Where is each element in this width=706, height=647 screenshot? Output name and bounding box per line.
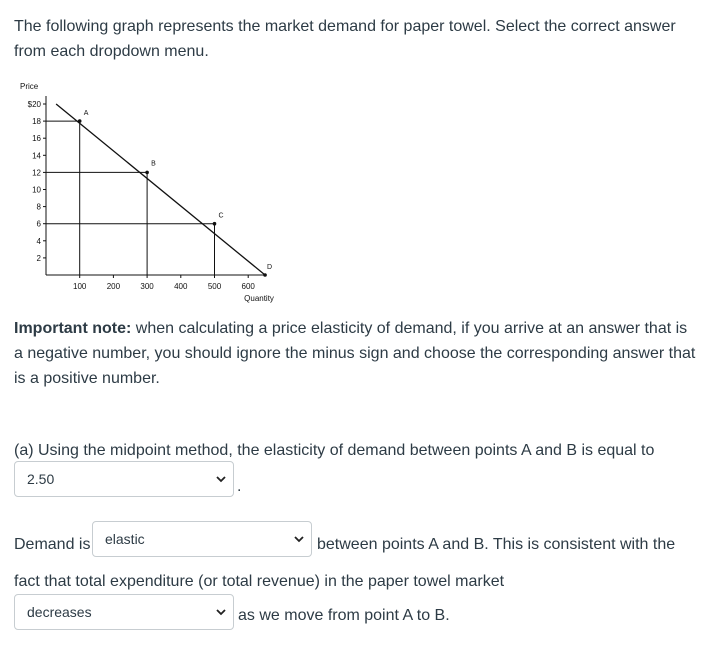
demand-type-dropdown[interactable]	[92, 521, 312, 557]
note-bold: Important note:	[14, 320, 132, 337]
period-text: .	[237, 478, 242, 495]
y-tick-label: 12	[32, 168, 41, 178]
point-b	[145, 171, 149, 175]
chevron-down-icon	[294, 534, 304, 544]
y-axis-label: Price	[20, 82, 39, 91]
x-tick-label: 100	[73, 282, 87, 291]
point-label-a: A	[83, 110, 89, 118]
point-label-d: D	[267, 264, 273, 271]
demand-type-dropdown-value: elastic	[105, 531, 145, 547]
instructions-text: The following graph represents the market demand for paper towel. Select the correct answer from each dropdown menu.	[14, 18, 676, 60]
point-label-b: B	[151, 160, 156, 168]
y-tick-label: 10	[32, 185, 41, 195]
point-label-c: C	[218, 212, 224, 220]
y-tick-label: 18	[32, 117, 41, 127]
demand-chart	[0, 74, 310, 314]
note-text: when calculating a price elasticity of demand, if you arrive at an answer that is a negative number, you should ignore the minus sign and choose the corresponding answer that is a positive number.	[14, 320, 696, 387]
elasticity-dropdown[interactable]	[14, 461, 234, 497]
important-note	[14, 316, 698, 391]
y-tick-label: 8	[36, 202, 41, 212]
y-tick-label: 16	[32, 134, 41, 144]
x-axis-label: Quantity	[244, 294, 274, 303]
x-tick-label: 400	[174, 282, 188, 291]
fact-text: fact that total expenditure (or total revenue) in the paper towel market	[14, 573, 505, 590]
point-c	[213, 222, 217, 226]
chevron-down-icon	[216, 607, 226, 617]
x-tick-label: 500	[207, 282, 222, 291]
revenue-change-dropdown-value: decreases	[27, 604, 92, 620]
demand-line	[56, 104, 265, 275]
demand-suffix-text: between points A and B. This is consistent with the	[317, 536, 676, 553]
y-tick-label: 14	[32, 151, 41, 161]
demand-prefix-text: Demand is	[14, 536, 91, 553]
y-tick-label: 6	[36, 219, 41, 229]
question-a-text: (a) Using the midpoint method, the elasticity of demand between points A and B is equal to	[14, 442, 655, 459]
y-tick-label: 2	[36, 253, 41, 263]
point-d	[263, 273, 267, 277]
x-tick-label: 600	[241, 282, 255, 291]
y-tick-label: $20	[27, 100, 41, 109]
point-a	[78, 119, 82, 123]
revenue-change-dropdown[interactable]	[14, 594, 234, 630]
chevron-down-icon	[216, 474, 226, 484]
elasticity-dropdown-value: 2.50	[27, 471, 55, 487]
y-tick-label: 4	[36, 236, 41, 246]
x-tick-label: 300	[140, 282, 154, 291]
x-tick-label: 200	[106, 282, 121, 291]
move-text: as we move from point A to B.	[238, 607, 450, 624]
